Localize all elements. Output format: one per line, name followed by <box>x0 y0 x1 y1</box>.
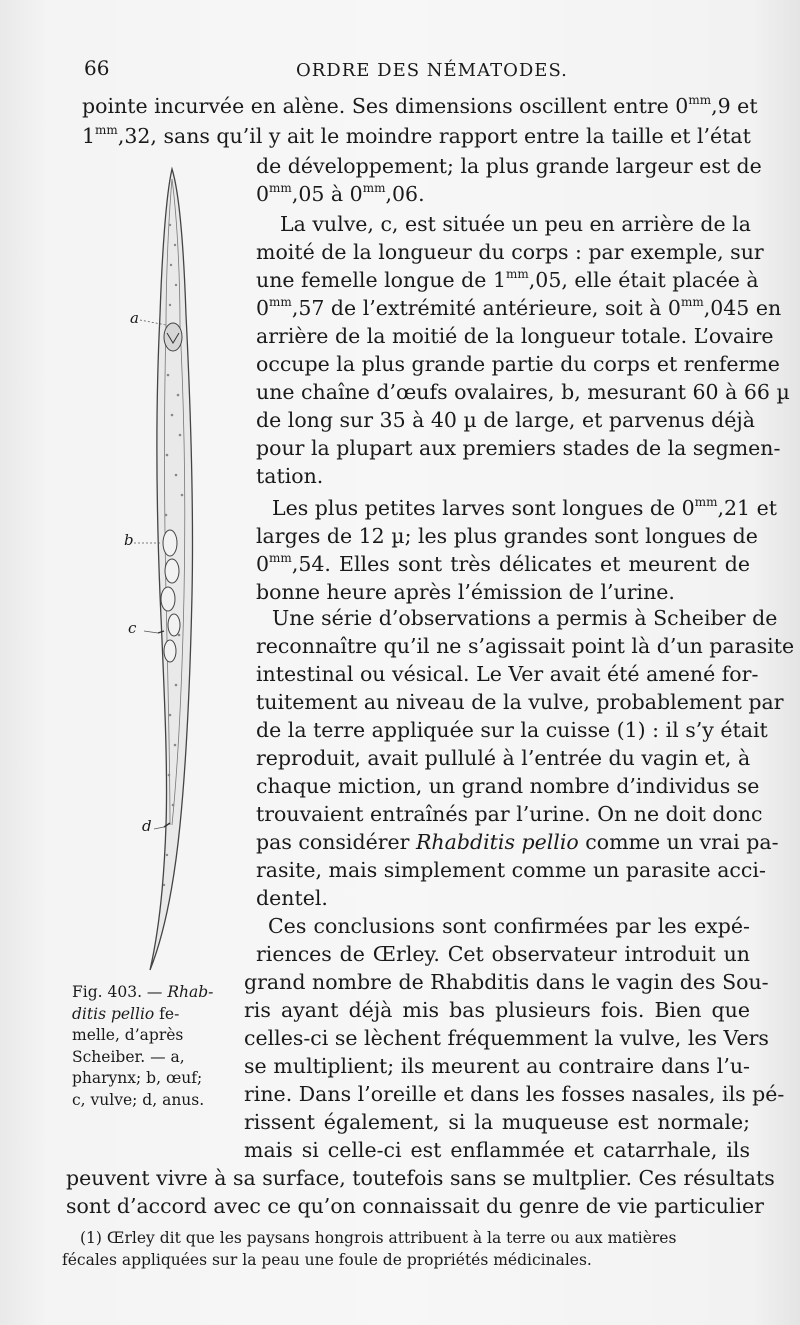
nematode-drawing <box>120 165 230 975</box>
text-line: Ces conclusions sont confirmées par les expé- <box>268 914 750 938</box>
text-line: chaque miction, un grand nombre d’individus se <box>256 774 760 798</box>
text-line: trouvaient entraînés par l’urine. On ne doit donc <box>256 802 763 826</box>
text-line: moité de la longueur du corps : par exemple, sur <box>256 240 764 264</box>
text-line: occupe la plus grande partie du corps et renferme <box>256 352 780 376</box>
text-line: de la terre appliquée sur la cuisse (1) : il s’y était <box>256 718 768 742</box>
text-line: rine. Dans l’oreille et dans les fosses nasales, ils pé- <box>244 1082 785 1106</box>
text-line: riences de Œrley. Cet observateur introduit un <box>256 942 750 966</box>
page-number: 66 <box>84 56 110 80</box>
text-line: se multiplient; ils meurent au contraire dans l’u- <box>244 1054 750 1078</box>
text-line: Les plus petites larves sont longues de $0^{mm},21$ et <box>272 495 777 520</box>
text-line: celles-ci se lèchent fréquemment la vulve, les Vers <box>244 1026 769 1050</box>
figure-label-a: a <box>130 309 139 327</box>
figure-label-d: d <box>142 817 152 835</box>
text-line: tuitement au niveau de la vulve, probablement par <box>256 690 784 714</box>
text-line: $0^{mm},05$ à $0^{mm},06$. <box>256 181 425 206</box>
text-line: peuvent vivre à sa surface, toutefois sans se multplier. Ces résultats <box>66 1166 775 1190</box>
text-line: intestinal ou vésical. Le Ver avait été amené for- <box>256 662 759 686</box>
text-line: de développement; la plus grande largeur est de <box>256 154 762 178</box>
text-line: arrière de la moitié de la longueur totale. L’ovaire <box>256 324 774 348</box>
figure-label-b: b <box>124 531 134 549</box>
text-line: Une série d’observations a permis à Scheiber de <box>272 606 778 630</box>
text-line: larges de 12 µ; les plus grandes sont longues de <box>256 524 758 548</box>
running-head: ORDRE DES NÉMATODES. <box>296 60 568 81</box>
text-line: une femelle longue de $1^{mm},05$, elle était placée à <box>256 267 759 292</box>
text-line: reconnaître qu’il ne s’agissait point là d’un parasite <box>256 634 795 658</box>
text-line: tation. <box>256 464 324 488</box>
species-name: Rhabditis pellio <box>416 830 579 854</box>
text-line: de long sur 35 à 40 µ de large, et parvenus déjà <box>256 408 755 432</box>
text-line: ris ayant déjà mis bas plusieurs fois. Bien que <box>244 998 750 1022</box>
text-line: une chaîne d’œufs ovalaires, b, mesurant 60 à 66 µ <box>256 380 790 404</box>
text-line: grand nombre de Rhabditis dans le vagin des Sou- <box>244 970 769 994</box>
text-line: mais si celle-ci est enflammée et catarrhale, ils <box>244 1138 750 1162</box>
text-line: pas considérer Rhabditis pellio comme un vrai pa- <box>256 830 779 854</box>
text-line: dentel. <box>256 886 328 910</box>
text-line: reproduit, avait pullulé à l’entrée du vagin et, à <box>256 746 751 770</box>
figure-label-c: c <box>128 619 137 637</box>
text-line: sont d’accord avec ce qu’on connaissait du genre de vie particulier <box>66 1194 764 1218</box>
text-line: rasite, mais simplement comme un parasite acci- <box>256 858 766 882</box>
text-line: rissent également, si la muqueuse est normale; <box>244 1110 750 1134</box>
footnote-line: (1) Œrley dit que les paysans hongrois attribuent à la terre ou aux matières <box>80 1229 677 1247</box>
text-line: $0^{mm},54$. Elles sont très délicates et meurent de <box>256 551 750 576</box>
text-line: pour la plupart aux premiers stades de la segmen- <box>256 436 781 460</box>
text-line: $1^{mm},32$, sans qu’il y ait le moindre rapport entre la taille et l’état <box>82 123 751 148</box>
nematode-figure <box>120 165 230 979</box>
figure-caption: Fig. 403. — Rhab- ditis pellio fe- melle, d’après Scheiber. — a, pharynx; b, œuf; c, vulve; d, anus. <box>72 983 214 1109</box>
text-line: La vulve, c, est située un peu en arrière de la <box>280 212 751 236</box>
text-line: pointe incurvée en alène. Ses dimensions oscillent entre $0^{mm},9$ et <box>82 93 758 118</box>
text-line: bonne heure après l’émission de l’urine. <box>256 580 675 604</box>
text-line: $0^{mm},57$ de l’extrémité antérieure, soit à $0^{mm},045$ en <box>256 295 782 320</box>
footnote-line: fécales appliquées sur la peau une foule de propriétés médicinales. <box>62 1251 592 1269</box>
